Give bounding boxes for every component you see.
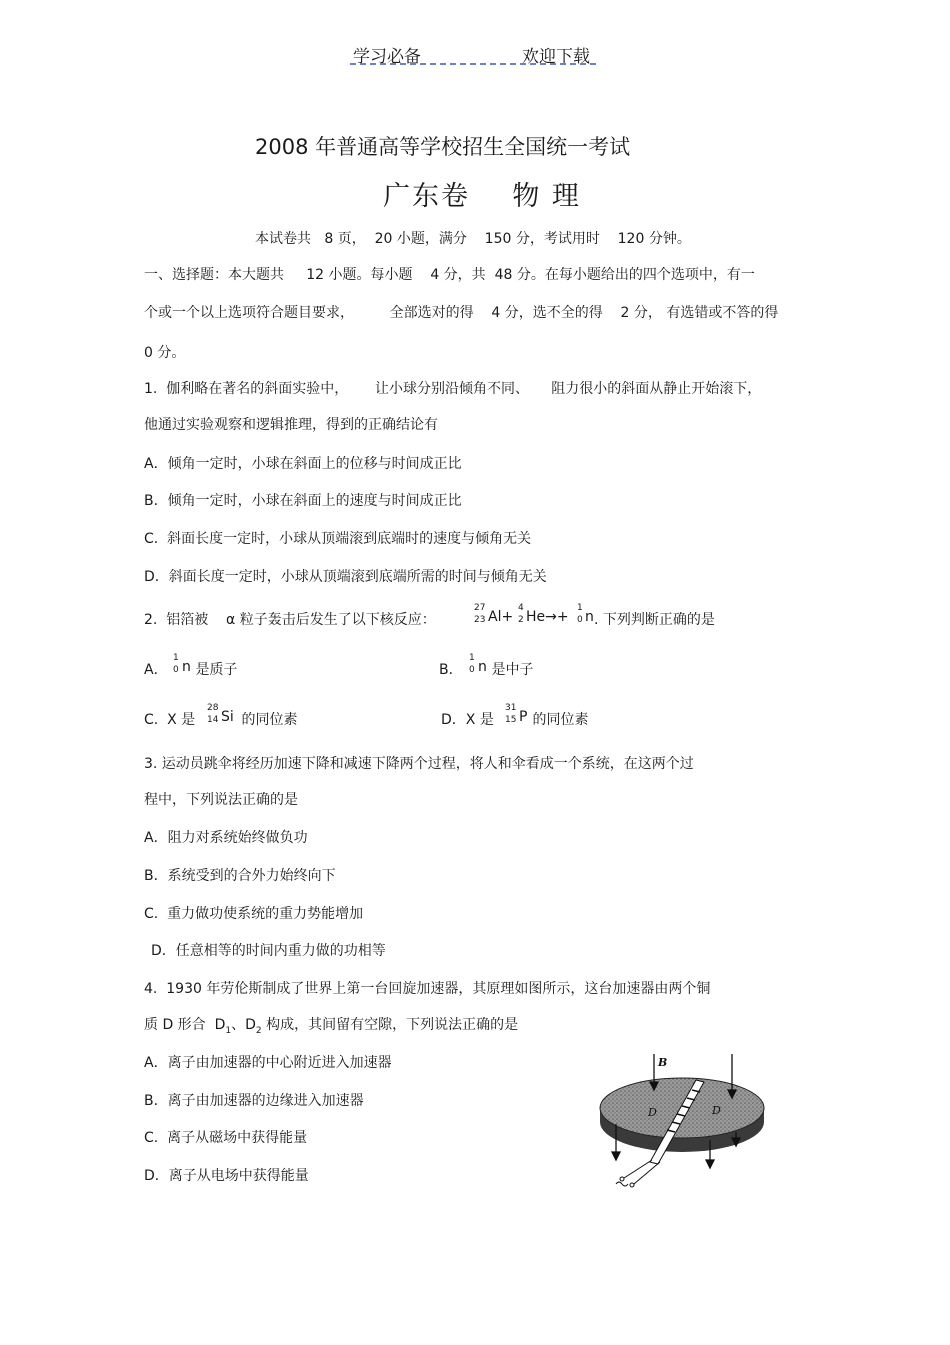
q2-al-number: 23 (474, 615, 486, 625)
exam-subtitle: 广东卷 物 理 (383, 181, 581, 212)
q2-option-a-symbol: n (182, 659, 191, 675)
q2-option-c-symbol: Si (221, 709, 234, 725)
field-label: B (658, 1056, 668, 1069)
q4-option-d: D．离子从电场中获得能量 (144, 1168, 309, 1184)
q2-al-mass: 27 (474, 603, 486, 613)
q4-subscript-1: 1 (225, 1025, 232, 1036)
exam-title: 2008 年普通高等学校招生全国统一考试 (255, 135, 631, 159)
q2-al-symbol: Al+ (488, 609, 514, 625)
q2-option-b-prefix: B． (439, 662, 463, 678)
q1-stem-line1: 1. 伽利略在著名的斜面实验中， 让小球分别沿倾角不同、 阻力很小的斜面从静止开始滚下， (144, 381, 762, 397)
q2-option-d-symbol: P (519, 709, 528, 725)
q4-stem-part3: 构成，其间留有空隙，下列说法正确的是 (261, 1017, 519, 1033)
q4-option-a: A．离子由加速器的中心附近进入加速器 (144, 1055, 392, 1071)
q3-option-a: A．阻力对系统始终做负功 (144, 830, 308, 846)
q4-stem-line2 (144, 1014, 518, 1036)
q2-option-d-text: 的同位素 (528, 712, 589, 728)
ac-source-wires (616, 1160, 660, 1187)
q2-option-a-prefix: A． (144, 662, 168, 678)
q2-option-d-prefix: D．X 是 (441, 712, 494, 728)
exam-info: 本试卷共 8 页， 20 小题，满分 150 分，考试用时 120 分钟。 (255, 231, 691, 247)
q2-option-d-mass: 31 (505, 703, 517, 713)
q4-subscript-2: 2 (255, 1025, 262, 1036)
section1-line1: 一、选择题：本大题共 12 小题。每小题 4 分，共 48 分。在每小题给出的四个选项中，有一 (144, 267, 755, 283)
q2-he-number: 2 (518, 615, 524, 625)
q3-option-d: D．任意相等的时间内重力做的功相等 (151, 943, 386, 959)
q2-n-number: 0 (577, 615, 583, 625)
q3-option-b: B．系统受到的合外力始终向下 (144, 868, 336, 884)
d1-label: D (648, 1106, 657, 1119)
q4-stem-line1: 4. 1930 年劳伦斯制成了世界上第一台回旋加速器，其原理如图所示，这台加速器由两个铜 (144, 981, 711, 997)
q2-he-mass: 4 (518, 603, 524, 613)
section1-line3: 0 分。 (144, 345, 186, 361)
q2-option-c-number: 14 (207, 715, 219, 725)
q1-stem-line2: 他通过实验观察和逻辑推理，得到的正确结论有 (144, 417, 438, 433)
q1-option-c: C. 斜面长度一定时，小球从顶端滚到底端时的速度与倾角无关 (144, 531, 532, 547)
q2-option-b-text: 是中子 (487, 662, 534, 678)
q2-option-b-mass: 1 (469, 653, 475, 663)
q2-option-c-mass: 28 (207, 703, 219, 713)
q2-option-d-number: 15 (505, 715, 517, 725)
q2-option-a-text: 是质子 (191, 662, 238, 678)
header-underline (350, 63, 596, 65)
q4-stem-part2: 、D (231, 1017, 256, 1033)
cyclotron-figure (588, 1046, 774, 1194)
q2-option-a-mass: 1 (173, 653, 179, 663)
q2-option-a-number: 0 (173, 665, 179, 675)
header-right: 欢迎下载 (522, 47, 590, 67)
d2-label: D (712, 1104, 721, 1117)
q3-stem-line2: 程中，下列说法正确的是 (144, 792, 298, 808)
q2-option-b-number: 0 (469, 665, 475, 675)
q2-stem-suffix: . 下列判断正确的是 (594, 612, 715, 628)
q3-stem-line1: 3. 运动员跳伞将经历加速下降和减速下降两个过程，将人和伞看成一个系统，在这两个过 (144, 756, 694, 772)
q4-stem-part1: 质 D 形合 D (144, 1017, 226, 1033)
q1-option-b: B．倾角一定时，小球在斜面上的速度与时间成正比 (144, 493, 462, 509)
header-left: 学习必备 (353, 47, 421, 67)
q2-option-c-text: 的同位素 (237, 712, 298, 728)
q2-option-b-symbol: n (478, 659, 487, 675)
q4-option-b: B．离子由加速器的边缘进入加速器 (144, 1093, 364, 1109)
q2-option-c-prefix: C. X 是 (144, 712, 196, 728)
q2-n-symbol: n (585, 609, 594, 625)
q3-option-c: C. 重力做功使系统的重力势能增加 (144, 906, 364, 922)
q2-stem-prefix: 2. 铝箔被 α 粒子轰击后发生了以下核反应： (144, 612, 436, 628)
q1-option-d: D．斜面长度一定时，小球从顶端滚到底端所需的时间与倾角无关 (144, 569, 547, 585)
q1-option-a: A．倾角一定时，小球在斜面上的位移与时间成正比 (144, 456, 462, 472)
q2-he-symbol: He→+ (526, 609, 569, 625)
q2-n-mass: 1 (577, 603, 583, 613)
q4-option-c: C. 离子从磁场中获得能量 (144, 1130, 308, 1146)
section1-line2: 个或一个以上选项符合题目要求， 全部选对的得 4 分，选不全的得 2 分， 有选错或不答的得 (144, 305, 779, 321)
